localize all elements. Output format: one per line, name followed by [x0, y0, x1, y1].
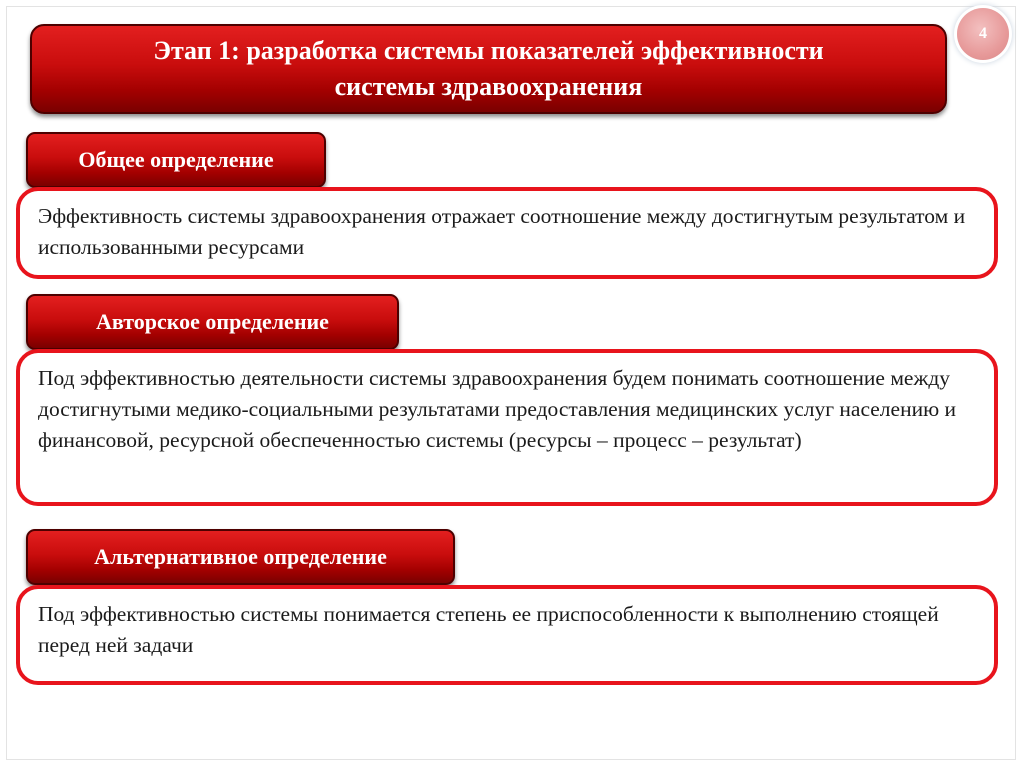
- slide-title-line-2: системы здравоохранения: [334, 72, 643, 101]
- author-definition-heading: Авторское определение: [26, 294, 399, 350]
- general-definition-heading: Общее определение: [26, 132, 326, 188]
- author-definition-box: [16, 349, 998, 506]
- alternative-definition-box: [16, 585, 998, 685]
- author-definition-text: Под эффективностью деятельности системы здравоохранения будем понимать соотношение между достигнутыми медико-социальными результатами предоставления медицинских услуг населению и финансовой, ресурсной обеспеченностью системы (ресурсы – процесс – результат): [38, 366, 957, 452]
- general-definition-text: Эффективность системы здравоохранения отражает соотношение между достигнутым результатом и использованными ресурсами: [38, 204, 966, 259]
- general-definition-box: [16, 187, 998, 279]
- slide-title-line-1: Этап 1: разработка системы показателей эффективности: [153, 36, 824, 65]
- slide-number-badge: 4: [957, 8, 1009, 60]
- alternative-definition-text: Под эффективностью системы понимается степень ее приспособленности к выполнению стоящей перед ней задачи: [38, 602, 939, 657]
- alternative-definition-heading: Альтернативное определение: [26, 529, 455, 585]
- slide-title-banner: [30, 24, 947, 114]
